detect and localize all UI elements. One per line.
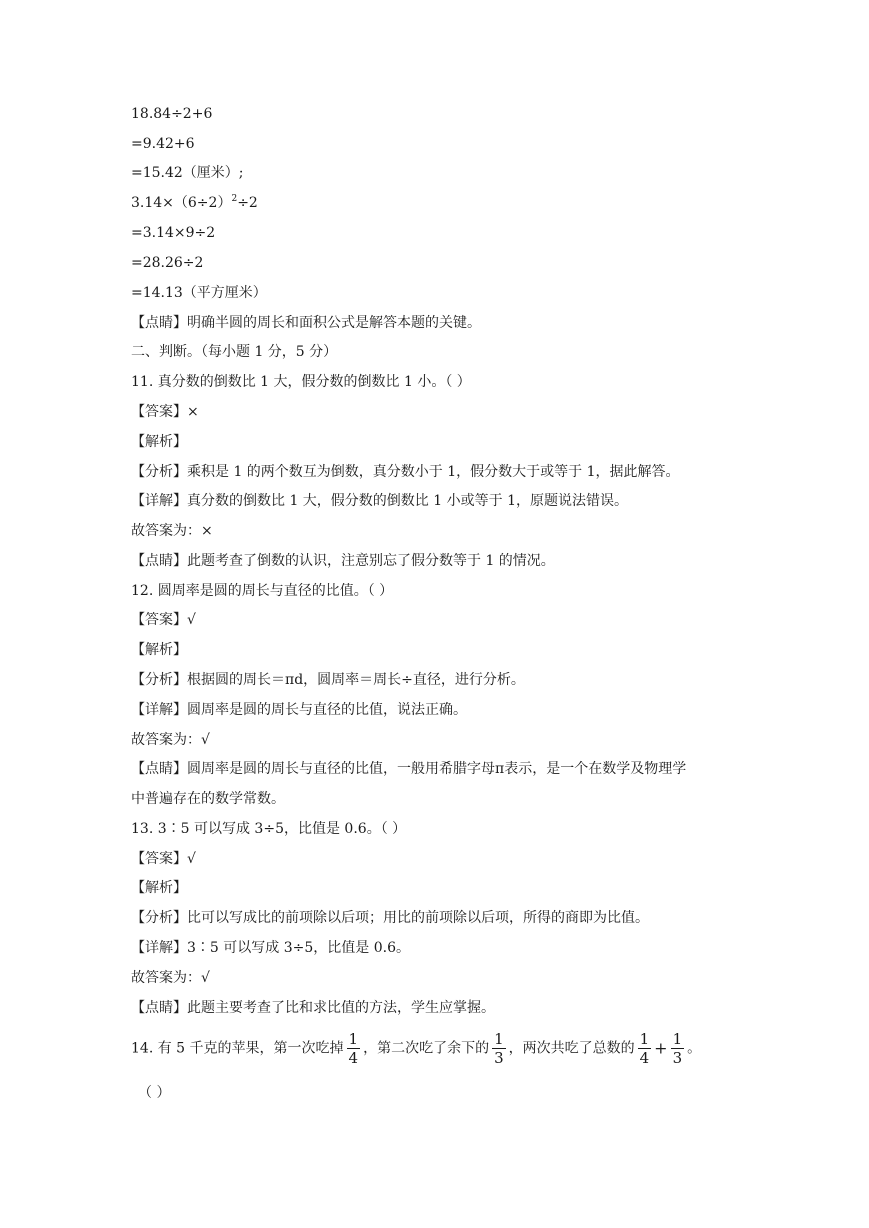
jiexi-12: 【解析】 [131, 642, 187, 658]
final-answer-12: 故答案为：√ [131, 732, 210, 748]
fraction-numerator: 1 [672, 1030, 683, 1048]
calc-line-4-tail: ÷2 [237, 195, 258, 211]
jiexi-11: 【解析】 [131, 434, 187, 450]
fraction-denominator: 3 [672, 1049, 683, 1067]
question-11: 11. 真分数的倒数比 1 大，假分数的倒数比 1 小。（ ） [131, 374, 471, 390]
fenxi-12: 【分析】根据圆的周长＝πd，圆周率＝周长÷直径，进行分析。 [131, 672, 525, 688]
final-answer-13: 故答案为：√ [131, 970, 210, 986]
dianjing-13: 【点睛】此题主要考查了比和求比值的方法，学生应掌握。 [131, 1000, 495, 1016]
fraction-one-third [492, 1030, 506, 1067]
answer-13: 【答案】√ [131, 851, 196, 867]
fenxi-11: 【分析】乘积是 1 的两个数互为倒数，真分数小于 1，假分数大于或等于 1，据此解答。 [131, 464, 680, 480]
calc-line-5: =3.14×9÷2 [131, 225, 216, 241]
dianjing-11: 【点睛】此题考查了倒数的认识，注意别忘了假分数等于 1 的情况。 [131, 553, 555, 569]
answer-11: 【答案】× [131, 404, 199, 420]
question-14-part-2: ，第二次吃了余下的 [363, 1040, 490, 1057]
fraction-numerator: 1 [348, 1030, 359, 1048]
jiexi-13: 【解析】 [131, 880, 187, 896]
xiangjie-12: 【详解】圆周率是圆的周长与直径的比值，说法正确。 [131, 702, 467, 718]
fraction-denominator: 3 [494, 1049, 504, 1067]
answer-blank-14: （ ） [138, 1085, 171, 1101]
dianjing-12-line-1: 【点睛】圆周率是圆的周长与直径的比值，一般用希腊字母π表示，是一个在数学及物理学 [131, 761, 687, 777]
calc-line-7: =14.13（平方厘米） [131, 285, 267, 301]
xiangjie-11: 【详解】真分数的倒数比 1 大，假分数的倒数比 1 小或等于 1，原题说法错误。 [131, 493, 628, 509]
fraction-one-quarter [347, 1030, 361, 1067]
question-14-part-1: 14. 有 5 千克的苹果，第一次吃掉 [131, 1040, 344, 1057]
fraction-denominator: 4 [639, 1049, 650, 1067]
calc-line-4-text: 3.14×（6÷2） [131, 195, 232, 211]
dianjing-10: 【点睛】明确半圆的周长和面积公式是解答本题的关键。 [131, 315, 481, 331]
fraction-one-quarter-sum [638, 1030, 652, 1067]
question-12: 12. 圆周率是圆的周长与直径的比值。（ ） [131, 583, 394, 599]
final-answer-11: 故答案为：× [131, 523, 213, 539]
fraction-numerator: 1 [639, 1030, 650, 1048]
question-14 [131, 1030, 701, 1067]
question-13: 13. 3∶5 可以写成 3÷5，比值是 0.6。（ ） [131, 821, 407, 837]
square-exponent: 2 [231, 194, 238, 204]
fraction-numerator: 1 [494, 1030, 504, 1048]
answer-12: 【答案】√ [131, 612, 196, 628]
calc-line-4 [131, 193, 258, 215]
xiangjie-13: 【详解】3∶5 可以写成 3÷5，比值是 0.6。 [131, 940, 410, 956]
calc-line-2: =9.42+6 [131, 136, 195, 152]
calc-line-1: 18.84÷2+6 [131, 106, 213, 122]
plus-sign: + [654, 1038, 668, 1058]
question-14-part-3: ，两次共吃了总数的 [508, 1040, 635, 1057]
calc-line-6: =28.26÷2 [131, 255, 204, 271]
fraction-one-third-sum [671, 1030, 685, 1067]
question-14-part-4: 。 [687, 1040, 702, 1057]
calc-line-3: =15.42（厘米）; [131, 165, 244, 181]
section-heading: 二、判断。（每小题 1 分，5 分） [131, 344, 338, 360]
dianjing-12-line-2: 中普遍存在的数学常数。 [131, 791, 285, 807]
fraction-denominator: 4 [348, 1049, 359, 1067]
fenxi-13: 【分析】比可以写成比的前项除以后项；用比的前项除以后项，所得的商即为比值。 [131, 910, 649, 926]
